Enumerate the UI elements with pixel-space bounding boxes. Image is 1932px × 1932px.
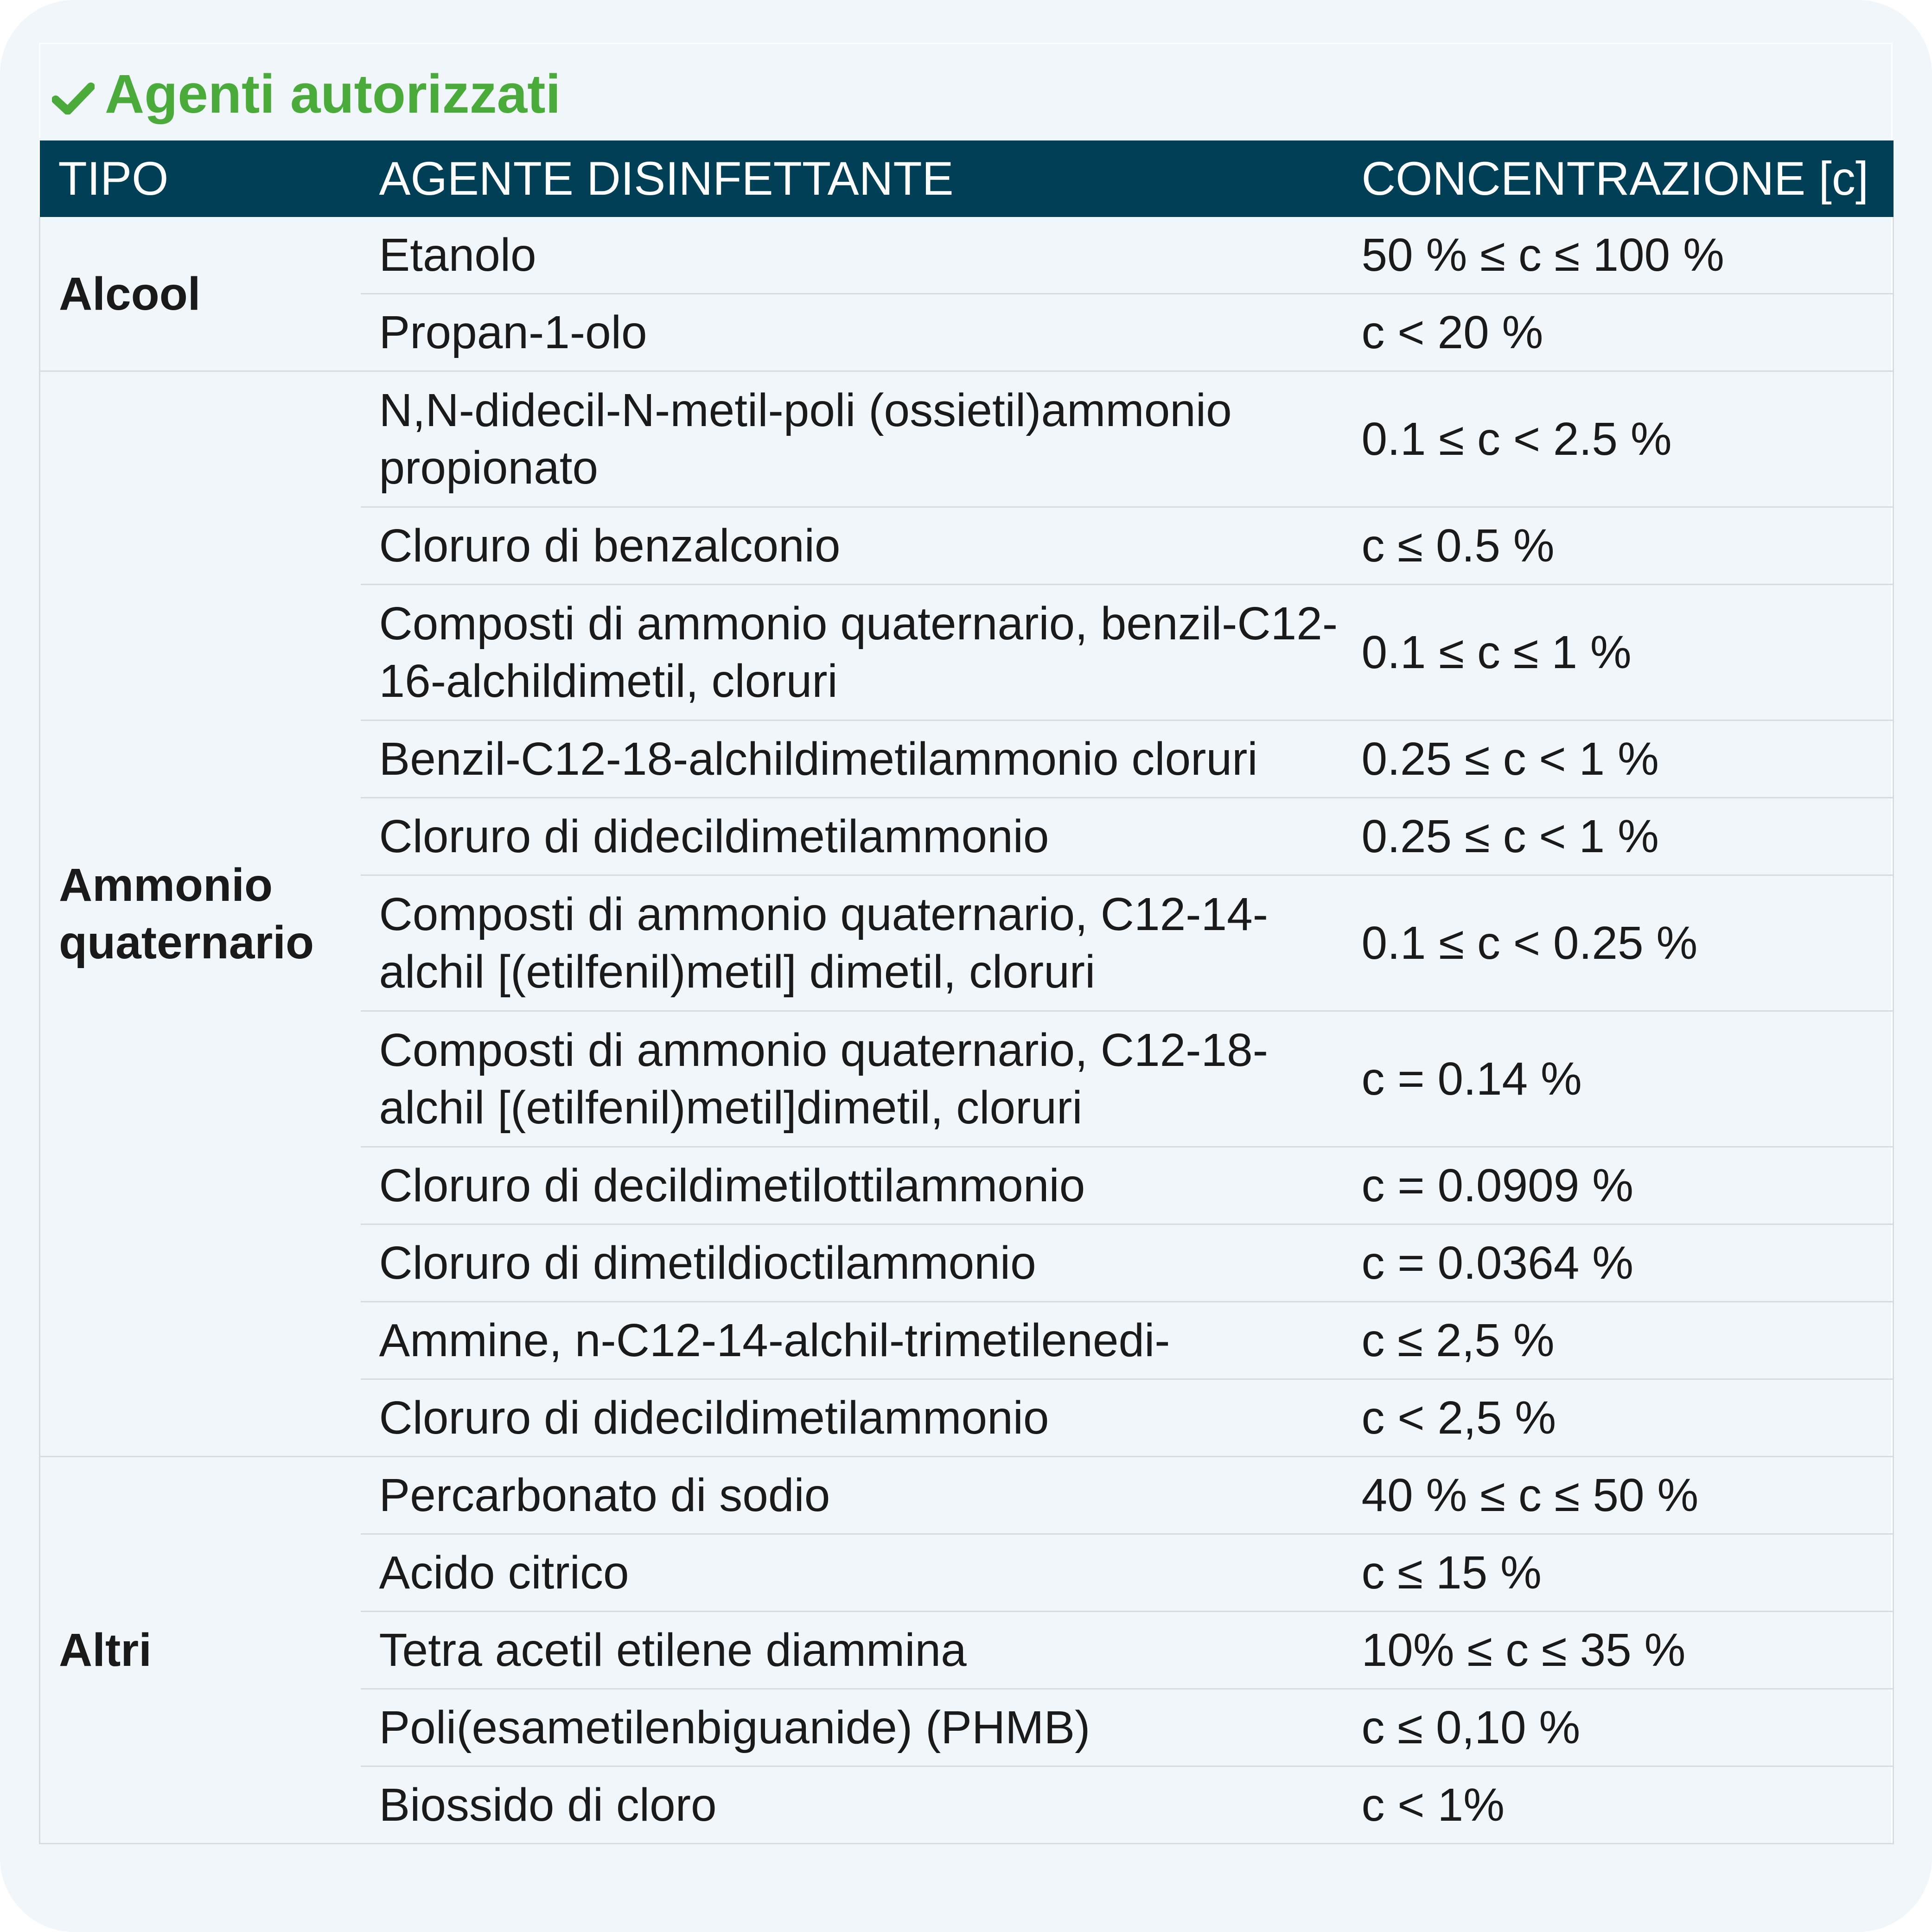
section-title xyxy=(52,59,561,129)
concentrazione-cell: 40 % ≤ c ≤ 50 % xyxy=(1343,1457,1894,1534)
concentrazione-cell: c < 1% xyxy=(1343,1766,1894,1844)
agents-table xyxy=(39,140,1894,1844)
agente-cell: Composti di ammonio quaternario, C12-18-alchil [(etilfenil)metil]dimetil, cloruri xyxy=(361,1011,1343,1147)
concentrazione-cell: 0.1 ≤ c < 2.5 % xyxy=(1343,371,1894,507)
agente-cell: Percarbonato di sodio xyxy=(361,1457,1343,1534)
agente-cell: Poli(esametilenbiguanide) (PHMB) xyxy=(361,1689,1343,1766)
group-tipo-ammonio-quaternario: Ammonio quaternario xyxy=(40,371,361,1457)
agente-cell: N,N-didecil-N-metil-poli (ossietil)ammonio propionato xyxy=(361,371,1343,507)
concentrazione-cell: c ≤ 15 % xyxy=(1343,1534,1894,1612)
agente-cell: Cloruro di dimetildioctilammonio xyxy=(361,1224,1343,1302)
agente-cell: Tetra acetil etilene diammina xyxy=(361,1612,1343,1689)
agente-cell: Composti di ammonio quaternario, C12-14-alchil [(etilfenil)metil] dimetil, cloruri xyxy=(361,875,1343,1011)
agente-cell: Benzil-C12-18-alchildimetilammonio cloruri xyxy=(361,721,1343,798)
agente-cell: Cloruro di decildimetilottilammonio xyxy=(361,1147,1343,1224)
section-title-text: Agenti autorizzati xyxy=(105,64,561,125)
check-icon xyxy=(52,82,95,115)
agente-cell: Acido citrico xyxy=(361,1534,1343,1612)
table-row xyxy=(40,217,1894,294)
group-tipo-altri: Altri xyxy=(40,1457,361,1844)
concentrazione-cell: c < 2,5 % xyxy=(1343,1379,1894,1457)
concentrazione-cell: 0.25 ≤ c < 1 % xyxy=(1343,798,1894,875)
table-row xyxy=(40,371,1894,507)
concentrazione-cell: c = 0.0909 % xyxy=(1343,1147,1894,1224)
concentrazione-cell: 10% ≤ c ≤ 35 % xyxy=(1343,1612,1894,1689)
table-header-row xyxy=(40,140,1894,217)
column-header-concentrazione: CONCENTRAZIONE [c] xyxy=(1343,140,1894,217)
concentrazione-cell: c < 20 % xyxy=(1343,294,1894,371)
agente-cell: Propan-1-olo xyxy=(361,294,1343,371)
agente-cell: Composti di ammonio quaternario, benzil-C12-16-alchildimetil, cloruri xyxy=(361,585,1343,721)
concentrazione-cell: 50 % ≤ c ≤ 100 % xyxy=(1343,217,1894,294)
concentrazione-cell: 0.1 ≤ c ≤ 1 % xyxy=(1343,585,1894,721)
agente-cell: Cloruro di didecildimetilammonio xyxy=(361,798,1343,875)
agente-cell: Cloruro di benzalconio xyxy=(361,507,1343,585)
concentrazione-cell: 0.25 ≤ c < 1 % xyxy=(1343,721,1894,798)
column-header-tipo: TIPO xyxy=(40,140,361,217)
concentrazione-cell: c = 0.0364 % xyxy=(1343,1224,1894,1302)
agente-cell: Etanolo xyxy=(361,217,1343,294)
table-body xyxy=(40,217,1894,1844)
agente-cell: Cloruro di didecildimetilammonio xyxy=(361,1379,1343,1457)
table-row xyxy=(40,1457,1894,1534)
concentrazione-cell: c ≤ 2,5 % xyxy=(1343,1302,1894,1379)
concentrazione-cell: c ≤ 0,10 % xyxy=(1343,1689,1894,1766)
concentrazione-cell: c = 0.14 % xyxy=(1343,1011,1894,1147)
agente-cell: Biossido di cloro xyxy=(361,1766,1343,1844)
concentrazione-cell: 0.1 ≤ c < 0.25 % xyxy=(1343,875,1894,1011)
group-tipo-alcool: Alcool xyxy=(40,217,361,371)
concentrazione-cell: c ≤ 0.5 % xyxy=(1343,507,1894,585)
agente-cell: Ammine, n-C12-14-alchil-trimetilenedi- xyxy=(361,1302,1343,1379)
column-header-agente: AGENTE DISINFETTANTE xyxy=(361,140,1343,217)
